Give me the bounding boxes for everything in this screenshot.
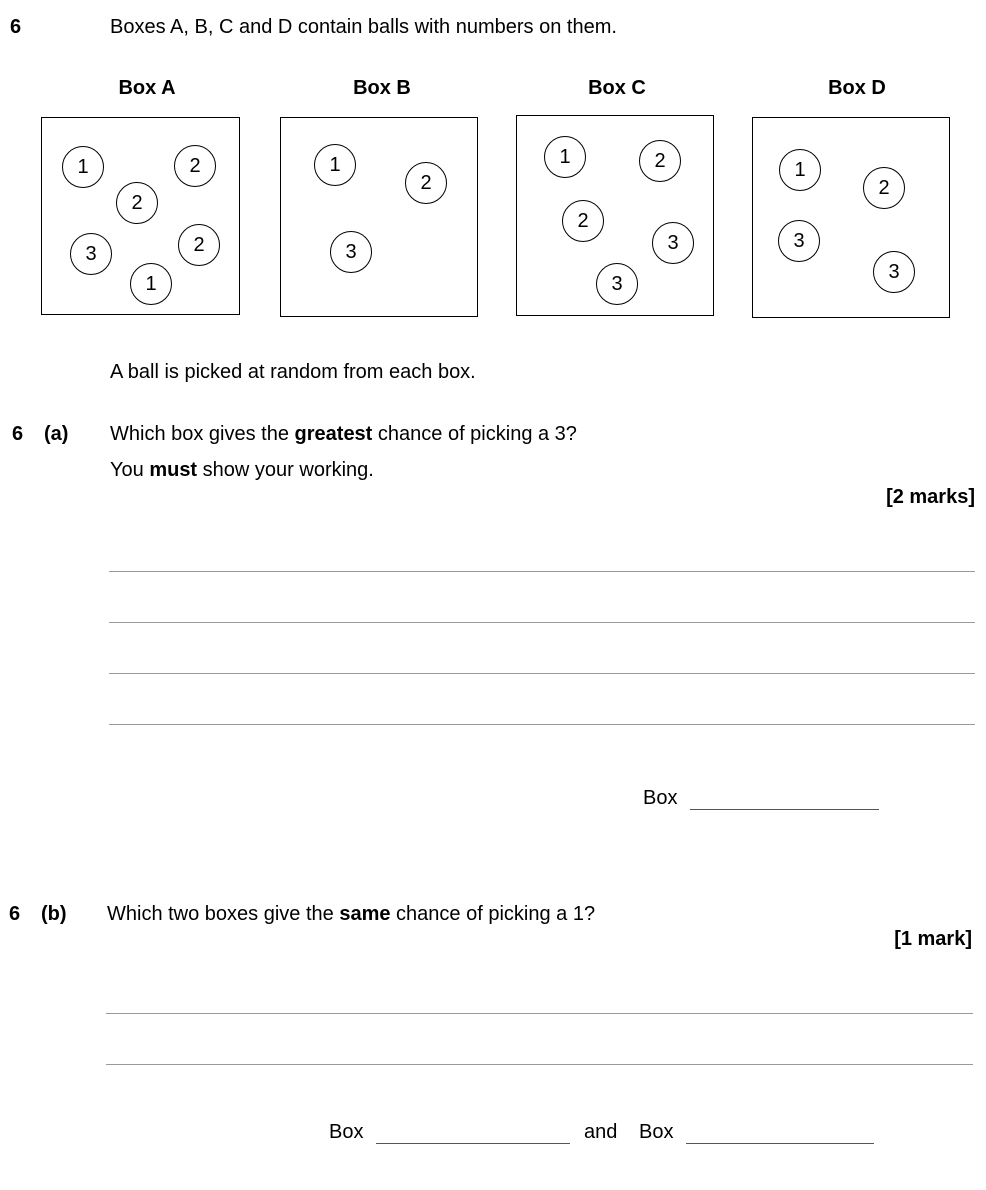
ball: 1 [314,144,356,186]
part-b-answer-blank-2[interactable] [686,1143,874,1144]
ball: 3 [873,251,915,293]
part-a-working-note [110,458,374,482]
part-b-marks: [1 mark] [894,928,972,950]
ball: 1 [779,149,821,191]
working-line-2[interactable] [109,622,975,623]
part-a-question-pre: Which box gives the [110,423,295,445]
part-a-question-emphasis: greatest [294,423,373,445]
part-a-answer-label: Box [643,787,678,809]
box-c [516,115,714,316]
part-b-question-post: chance of picking a 1? [390,903,596,925]
part-a-answer-blank[interactable] [690,809,879,810]
box-d-title: Box D [828,77,886,99]
working-line-4[interactable] [109,724,975,725]
part-a-note-emphasis: must [149,459,198,481]
working-line-1[interactable] [109,571,975,572]
part-a-question-post: chance of picking a 3? [372,423,577,445]
ball: 2 [863,167,905,209]
working-line-6[interactable] [106,1064,973,1065]
box-b-title: Box B [353,77,411,99]
part-b-question-pre: Which two boxes give the [107,903,340,925]
working-line-3[interactable] [109,673,975,674]
ball: 1 [62,146,104,188]
ball: 2 [178,224,220,266]
ball: 3 [596,263,638,305]
box-c-title: Box C [588,77,646,99]
ball: 2 [639,140,681,182]
question-number: 6 [10,16,22,38]
box-d [752,117,950,318]
ball: 2 [174,145,216,187]
ball: 1 [544,136,586,178]
part-b-number: 6 [9,903,21,925]
ball: 3 [652,222,694,264]
part-b-answer-label-1: Box [329,1121,364,1143]
ball: 2 [562,200,604,242]
part-b-answer-and: and [584,1121,618,1143]
part-b-answer-label-2: Box [639,1121,674,1143]
question-intro: Boxes A, B, C and D contain balls with numbers on them. [110,16,617,38]
ball: 3 [330,231,372,273]
ball: 2 [116,182,158,224]
part-b-answer-blank-1[interactable] [376,1143,570,1144]
ball: 1 [130,263,172,305]
part-b-question [107,902,595,926]
part-a-note-pre: You [110,459,150,481]
part-b-question-emphasis: same [339,903,391,925]
part-a-marks: [2 marks] [886,486,975,508]
box-a [41,117,240,315]
part-a-note-post: show your working. [197,459,374,481]
part-a-number: 6 [12,423,24,445]
box-b [280,117,478,317]
part-a-label: (a) [44,423,69,445]
part-b-label: (b) [41,903,67,925]
working-line-5[interactable] [106,1013,973,1014]
ball: 3 [70,233,112,275]
part-a-question [110,422,577,446]
ball: 3 [778,220,820,262]
random-pick-statement: A ball is picked at random from each box. [110,361,476,383]
ball: 2 [405,162,447,204]
box-a-title: Box A [118,77,176,99]
